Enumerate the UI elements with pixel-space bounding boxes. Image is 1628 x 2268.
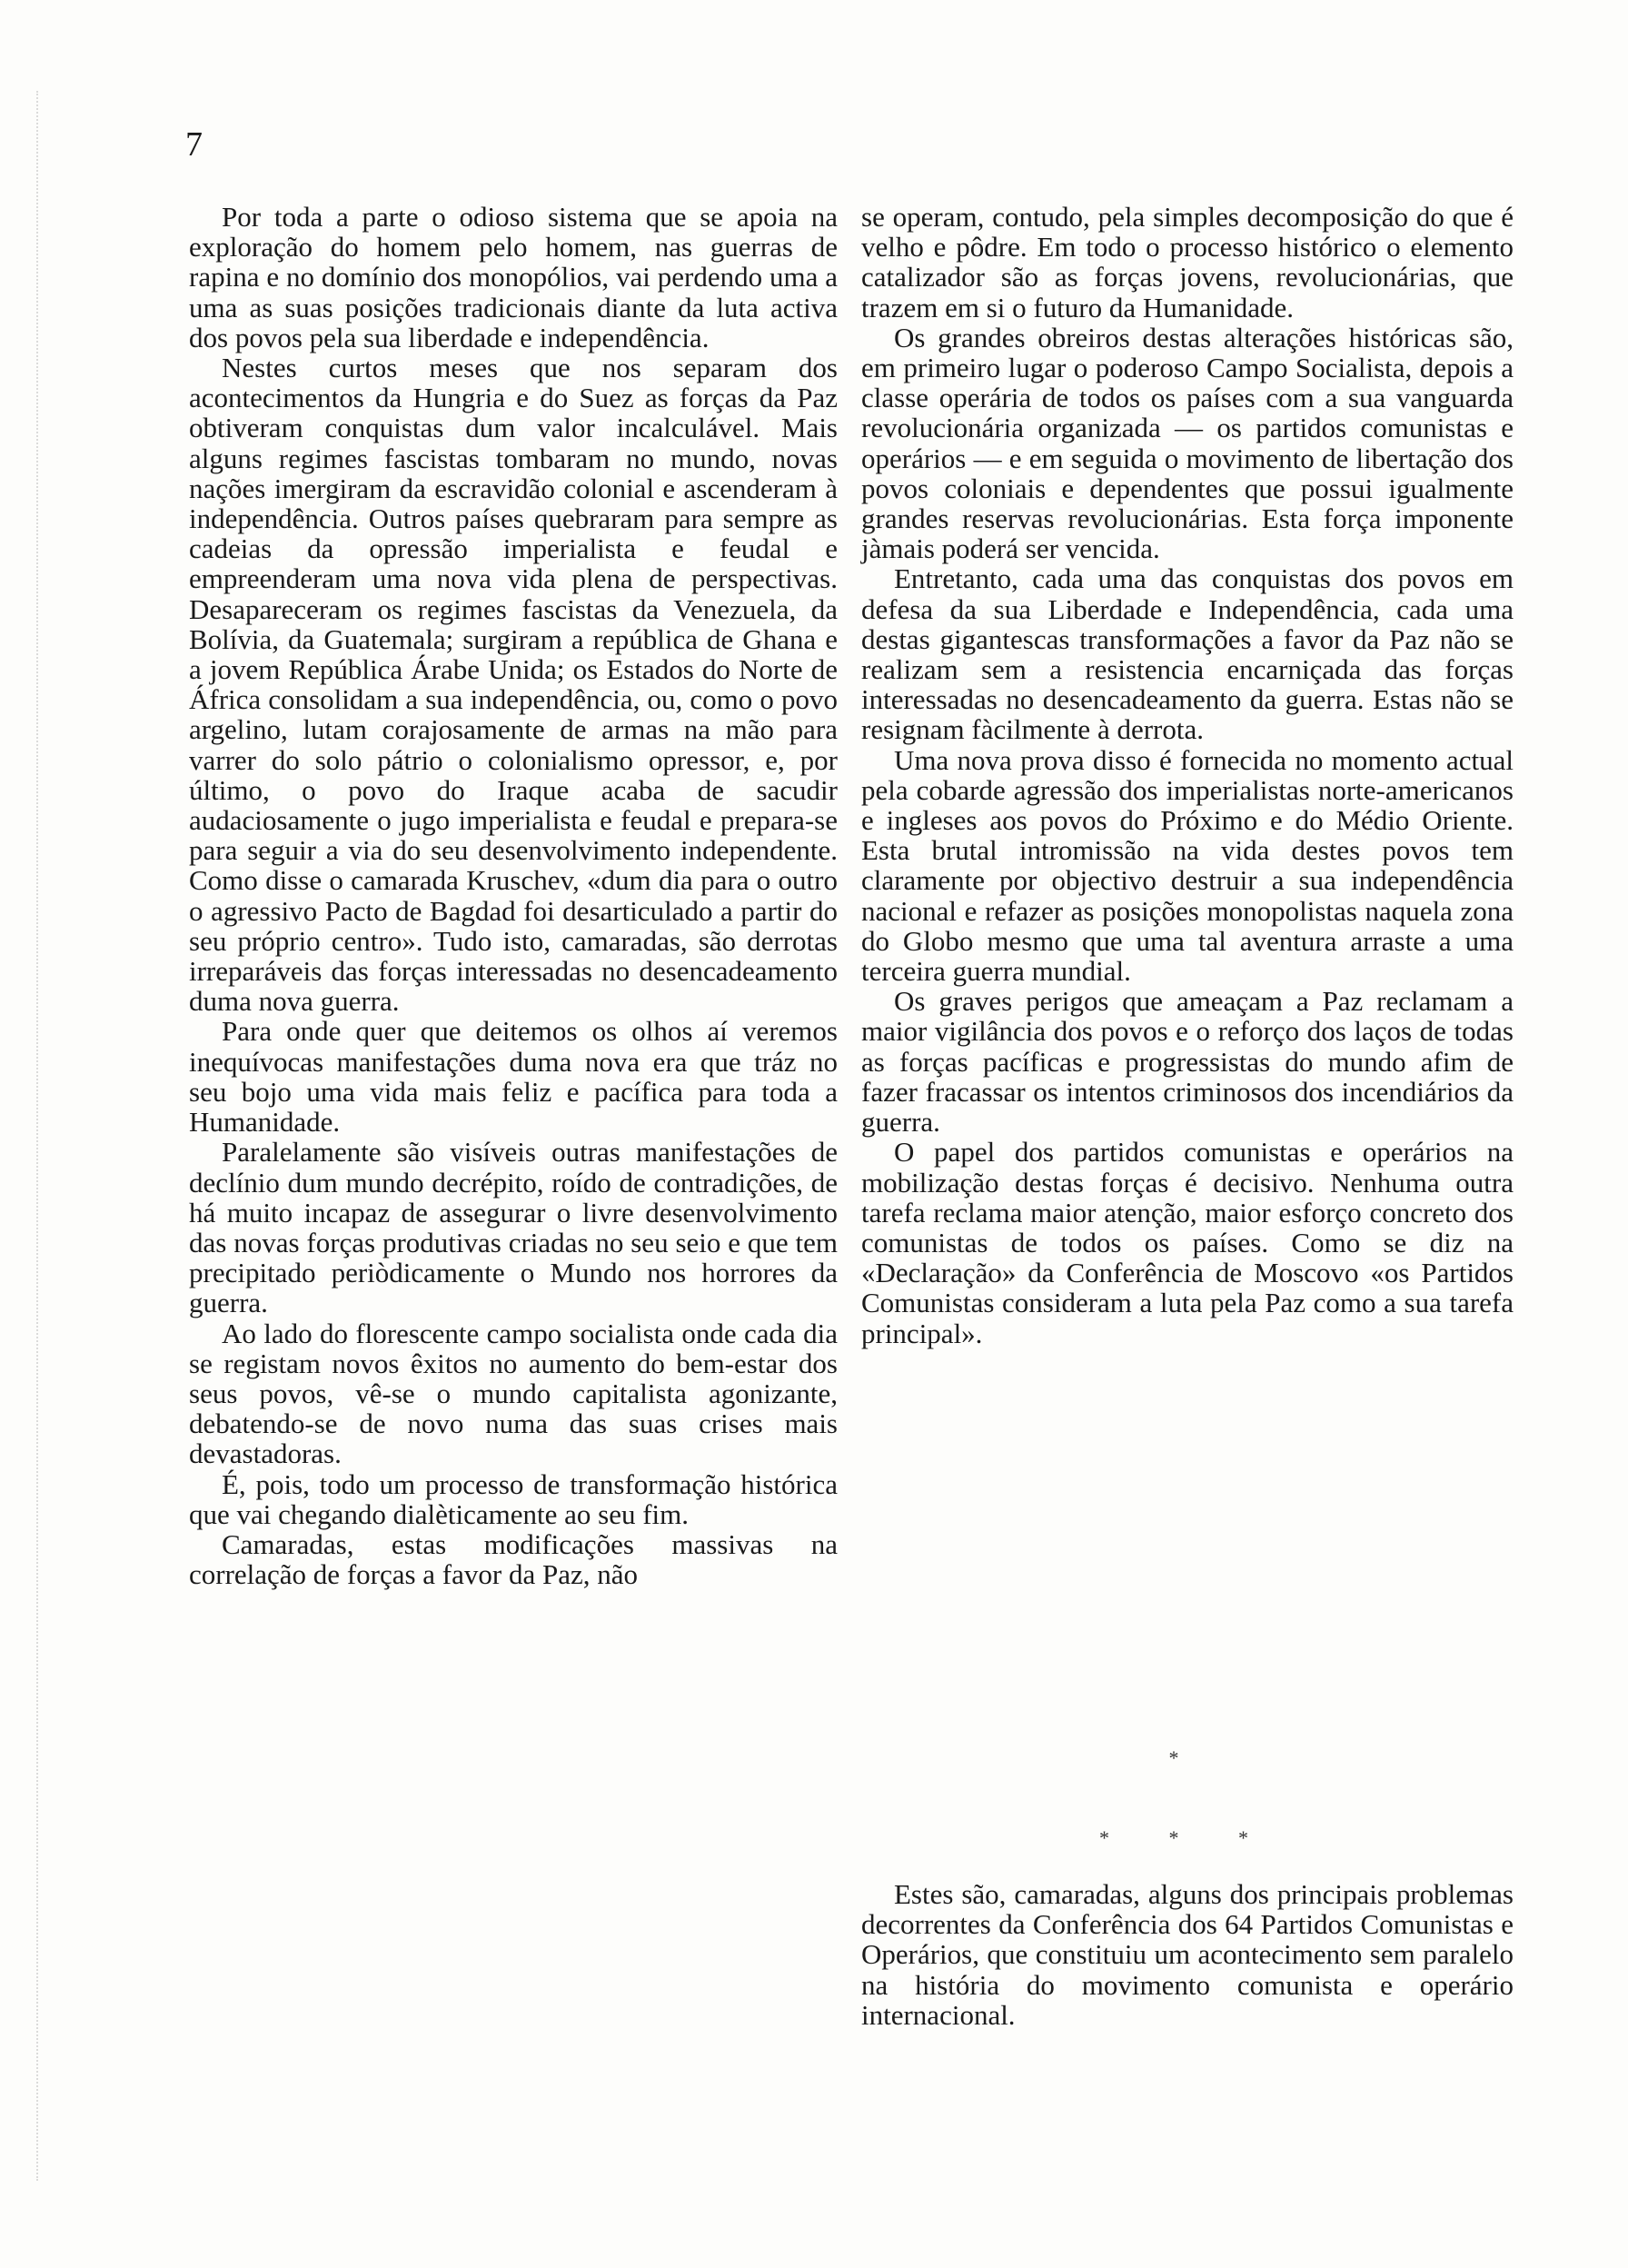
- closing-paragraph: Estes são, camaradas, alguns dos principais problemas decorrentes da Conferência dos 64 Partidos Comunistas e Operários, que constituiu um acontecimento sem paralelo na história do movimento comunista e operário internacional.: [861, 1878, 1514, 2031]
- right-paragraph-3: Entretanto, cada uma das conquistas dos povos em defesa da sua Liberdade e Independência, cada uma destas gigantescas transformações a favor da Paz não se realizam sem a resistencia encarniçada das forças interessadas no desencadeamento da guerra. Estas não se resignam fàcilmente à derrota.: [861, 562, 1514, 746]
- right-paragraph-6: O papel dos partidos comunistas e operários na mobilização destas forças é decisivo. Nenhuma outra tarefa reclama maior atenção, maior esforço concreto dos comunistas de todos os países. Como se diz na «Declaração» da Conferência de Moscovo «os Partidos Comunistas consideram a luta pela Paz como a sua tarefa principal».: [861, 1136, 1514, 1349]
- right-column: [861, 202, 1514, 1348]
- left-column: [189, 202, 838, 1589]
- section-separator-asterisks: * * *: [1099, 1826, 1276, 1849]
- left-paragraph-2: Nestes curtos meses que nos separam dos acontecimentos da Hungria e do Suez as forças da Paz obtiveram conquistas dum valor incalculável. Mais alguns regimes fascistas tombaram no mundo, novas nações imergiram da escravidão colonial e ascenderam à independência. Outros países quebraram para sempre as cadeias da opressão imperialista e feudal e empreenderam uma nova vida plena de perspectivas. Desapareceram os regimes fascistas da Venezuela, da Bolívia, da Guatemala; surgiram a república de Ghana e a jovem República Árabe Unida; os Estados do Norte de África consolidam a sua independência, ou, como o povo argelino, lutam corajosamente de armas na mão para varrer do solo pátrio o colonialismo opressor, e, por último, o povo do Iraque acaba de sacudir audaciosamente o jugo imperialista e feudal e prepara-se para seguir a via do seu desenvolvimento independente. Como disse o camarada Kruschev, «dum dia para o outro o agressivo Pacto de Bagdad foi desarticulado a partir do seu próprio centro». Tudo isto, camaradas, são derrotas irreparáveis das forças interessadas no desencadeamento duma nova guerra.: [189, 352, 838, 1018]
- right-paragraph-2: Os grandes obreiros destas alterações históricas são, em primeiro lugar o poderoso Campo Socialista, depois a classe operária de todos os países com a sua vanguarda revolucionária organizada — os partidos comunistas e operários — e em seguida o movimento de libertação dos povos coloniais e dependentes que possui igualmente grandes reservas revolucionárias. Esta força imponente jàmais poderá ser vencida.: [861, 321, 1514, 565]
- binding-margin-marks: [36, 91, 47, 2181]
- closing-paragraph-block: [861, 1879, 1514, 2030]
- right-paragraph-1: se operam, contudo, pela simples decomposição do que é velho e pôdre. Em todo o processo histórico o elemento catalizador são as forças jovens, revolucionárias, que trazem em si o futuro da Humanidade.: [861, 201, 1514, 323]
- page-number: 7: [185, 125, 203, 164]
- right-paragraph-4: Uma nova prova disso é fornecida no momento actual pela cobarde agressão dos imperialistas norte-americanos e ingleses aos povos do Próximo e do Médio Oriente. Esta brutal intromissão na vida destes povos tem claramente por objectivo destruir a sua independência nacional e refazer as posições monopolistas naquela zona do Globo mesmo que uma tal aventura arraste a uma terceira guerra mundial.: [861, 743, 1514, 988]
- right-paragraph-5: Os graves perigos que ameaçam a Paz reclamam a maior vigilância dos povos e o reforço dos laços de todas as forças pacíficas e progressistas do mundo afim de fazer fracassar os intentos criminosos dos incendiários da guerra.: [861, 985, 1514, 1139]
- section-separator-asterisk: *: [1168, 1746, 1206, 1769]
- left-paragraph-1: Por toda a parte o odioso sistema que se apoia na exploração do homem pelo homem, nas guerras de rapina e no domínio dos monopólios, vai perdendo uma a uma as suas posições tradicionais diante da luta activa dos povos pela sua liberdade e independência.: [189, 201, 838, 353]
- left-paragraph-4: Paralelamente são visíveis outras manifestações de declínio dum mundo decrépito, roído de contradições, de há muito incapaz de assegurar o livre desenvolvimento das novas forças produtivas criadas no seu seio e que tem precipitado periòdicamente o Mundo nos horrores da guerra.: [189, 1136, 838, 1319]
- left-paragraph-3: Para onde quer que deitemos os olhos aí veremos inequívocas manifestações duma nova era que tráz no seu bojo uma vida mais feliz e pacífica para toda a Humanidade.: [189, 1015, 838, 1139]
- left-paragraph-7: Camaradas, estas modificações massivas na correlação de forças a favor da Paz, não: [189, 1527, 838, 1591]
- left-paragraph-6: É, pois, todo um processo de transformação histórica que vai chegando dialèticamente ao seu fim.: [189, 1467, 838, 1530]
- left-paragraph-5: Ao lado do florescente campo socialista onde cada dia se registam novos êxitos no aumento do bem-estar dos seus povos, vê-se o mundo capitalista agonizante, debatendo-se de novo numa das suas crises mais devastadoras.: [189, 1317, 838, 1470]
